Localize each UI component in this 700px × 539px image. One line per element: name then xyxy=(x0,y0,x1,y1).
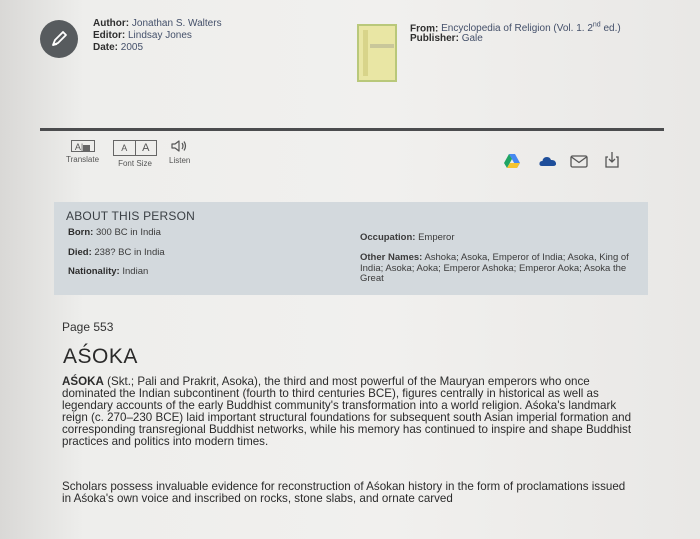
editor-value: Lindsay Jones xyxy=(128,30,192,41)
publisher-line xyxy=(410,33,483,45)
from-label: From: xyxy=(410,23,439,35)
other-names-label: Other Names: xyxy=(360,252,423,263)
google-drive-icon[interactable] xyxy=(503,153,521,169)
author-value: Jonathan S. Walters xyxy=(131,18,222,29)
listen-label: Listen xyxy=(169,156,191,165)
occupation-label: Occupation: xyxy=(360,232,416,243)
paragraph-1-text: (Skt.; Pali and Prakrit, Asoka), the third and most powerful of the Mauryan emperors who once dominated the Indian subcontinent (fourth to third centuries BCE), figures centrally in historical as well as legendary accounts of the early Buddhist community's transformation into a world religion. Aśoka's landmark reign (c. 270–230 BCE) laid important structural foundations for subsequent south Asian imperial formation and corresponding transregional Buddhist networks, while his memory has continued to inspire and shape Buddhist practices and politics into modern times. xyxy=(62,375,632,448)
died-value: 238? BC in India xyxy=(94,247,165,258)
book-title-strip xyxy=(370,44,394,48)
source-title-link[interactable]: Encyclopedia of Religion (Vol. 1. 2nd ed.) xyxy=(441,22,621,35)
about-title: ABOUT THIS PERSON xyxy=(66,209,195,223)
article-heading: AŚOKA xyxy=(63,345,138,368)
email-icon[interactable] xyxy=(570,155,588,168)
occupation-value: Emperor xyxy=(418,232,455,243)
font-size-label: Font Size xyxy=(118,159,152,168)
occupation-row xyxy=(360,233,642,244)
font-decrease-button[interactable]: A xyxy=(121,143,128,153)
date-label: Date: xyxy=(93,42,119,53)
article-paragraph-1 xyxy=(62,376,637,448)
speaker-icon xyxy=(170,139,190,153)
font-size-control[interactable] xyxy=(113,140,157,156)
article-paragraph-2 xyxy=(62,481,637,505)
download-icon[interactable] xyxy=(603,151,621,169)
born-value: 300 BC in India xyxy=(95,227,161,238)
editor-line xyxy=(93,30,192,42)
listen-button[interactable] xyxy=(169,139,190,165)
publisher-value: Gale xyxy=(461,33,483,44)
font-size-label-wrap xyxy=(114,157,156,168)
translate-label: Translate xyxy=(66,155,100,164)
author-line xyxy=(93,18,222,30)
header-divider xyxy=(40,128,664,131)
publisher-label: Publisher: xyxy=(410,33,459,44)
other-names-row xyxy=(360,253,642,285)
nationality-label: Nationality: xyxy=(68,266,120,277)
other-names-value: Ashoka; Asoka, Emperor of India; Asoka, King of India; Asoka; Aoka; Emperor Ashoka; Emperor Aoka; Asoka the Great xyxy=(360,252,629,284)
pen-icon xyxy=(40,20,78,58)
born-label: Born: xyxy=(68,227,94,238)
nationality-row xyxy=(68,266,148,277)
date-line xyxy=(93,42,143,54)
onedrive-icon[interactable] xyxy=(539,155,557,167)
translate-button[interactable] xyxy=(66,140,99,164)
editor-label: Editor: xyxy=(93,30,126,41)
book-cover-thumbnail[interactable] xyxy=(357,24,397,82)
book-spine xyxy=(363,30,368,76)
born-row xyxy=(68,227,161,238)
paragraph-lead-term: AŚOKA xyxy=(62,375,104,388)
author-label: Author: xyxy=(93,18,130,29)
nationality-value: Indian xyxy=(122,266,149,277)
translate-icon: A| xyxy=(71,140,95,152)
about-person-panel xyxy=(54,202,648,295)
page-number: Page 553 xyxy=(62,320,114,334)
died-label: Died: xyxy=(68,247,92,258)
date-value: 2005 xyxy=(120,42,144,53)
paragraph-2-text: Scholars possess invaluable evidence for reconstruction of Aśokan history in the form of proclamations issued in Aśoka's own voice and inscribed on rocks, stone slabs, and ornate carved xyxy=(62,480,626,505)
died-row xyxy=(68,247,165,258)
font-increase-button[interactable]: A xyxy=(135,141,157,155)
